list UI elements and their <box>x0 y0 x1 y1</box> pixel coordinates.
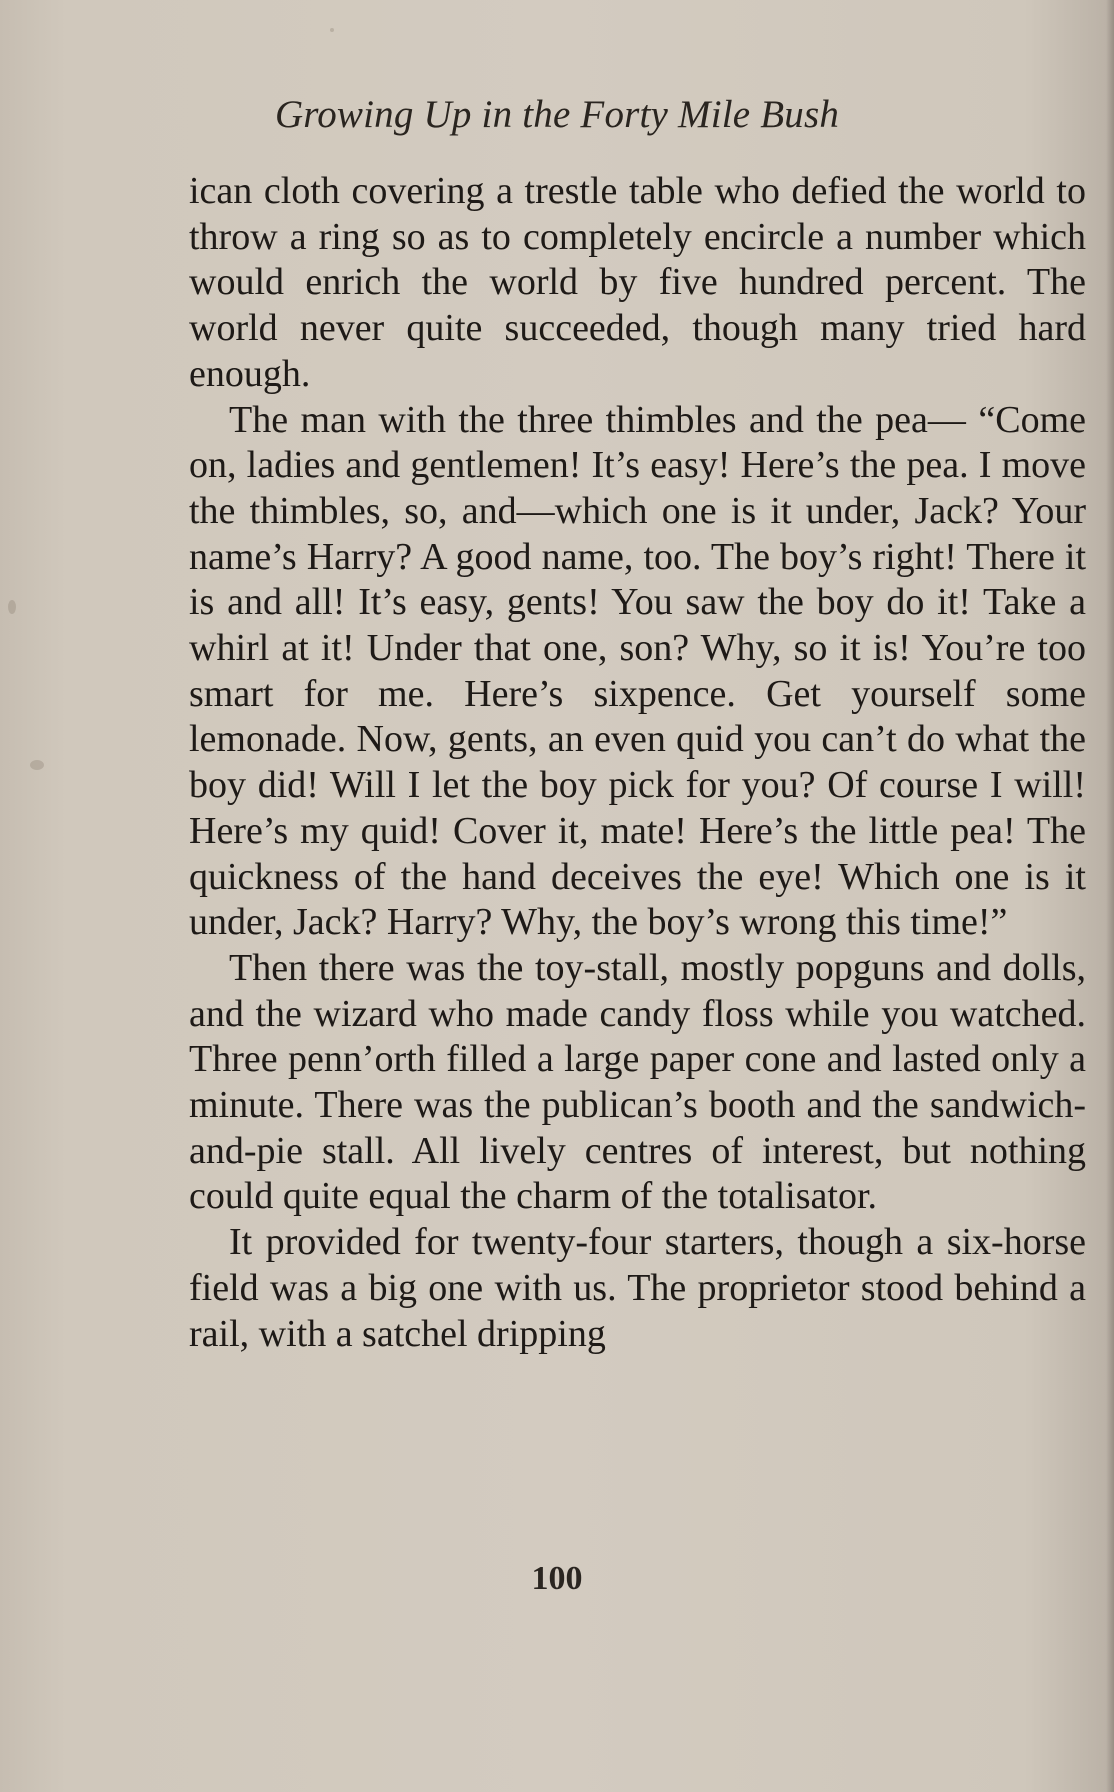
paragraph-3: Then there was the toy-stall, mostly popguns and dolls, and the wizard who made candy floss while you watched. Three penn’orth filled a large paper cone and lasted only a minute. There was the publican’s booth and the sandwich-and-pie stall. All lively centres of interest, but nothing could quite equal the charm of the totalisator. <box>189 946 1086 1218</box>
paper-speck <box>30 760 44 770</box>
page-edge-shadow <box>1106 0 1114 1792</box>
running-header: Growing Up in the Forty Mile Bush <box>274 93 840 136</box>
paragraph-4: It provided for twenty-four starters, though a six-horse field was a big one with us. The proprietor stood behind a rail, with a satchel dripping <box>189 1221 1086 1355</box>
paragraph-2: The man with the three thimbles and the pea— “Come on, ladies and gentlemen! It’s easy! Here’s the pea. I move the thimbles, so, and—which one is it under, Jack? Your name’s Harry? A good name, too. The boy’s right! There it is and all! It’s easy, gents! You saw the boy do it! Take a whirl at it! Under that one, son? Why, so it is! You’re too smart for me. Here’s sixpence. Get yourself some lemonade. Now, gents, an even quid you can’t do what the boy did! Will I let the boy pick for you? Of course I will! Here’s my quid! Cover it, mate! Here’s the little pea! The quickness of the hand deceives the eye! Which one is it under, Jack? Harry? Why, the boy’s wrong this time!” <box>189 398 1086 944</box>
page-number: 100 <box>531 1560 583 1597</box>
paragraph-1: ican cloth covering a trestle table who defied the world to throw a ring so as to completely encircle a number which would enrich the world by five hundred percent. The world never quite succeeded, though many tried hard enough. <box>189 170 1086 395</box>
paper-speck <box>8 600 16 614</box>
paper-speck <box>330 28 334 32</box>
body-text <box>189 169 1086 1357</box>
